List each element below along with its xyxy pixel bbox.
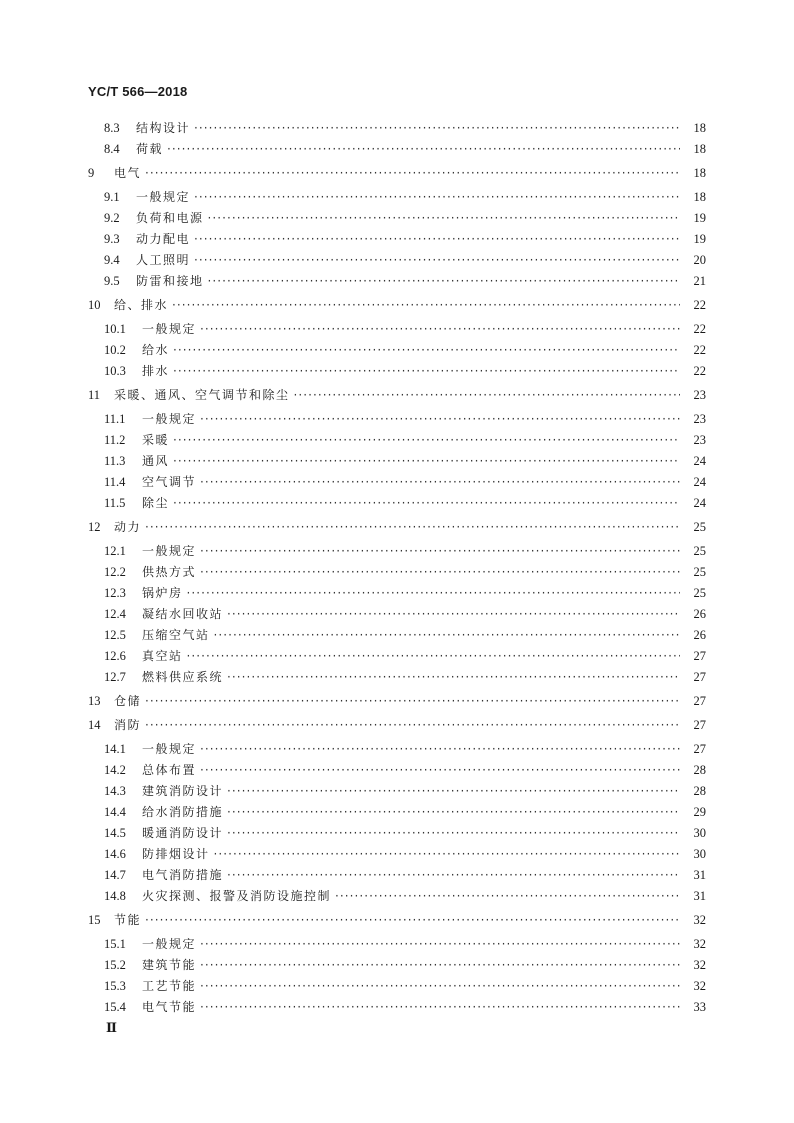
toc-entry-page: 18: [693, 142, 706, 156]
toc-dot-leader: [200, 410, 680, 428]
toc-entry-page: 24: [693, 454, 706, 468]
toc-entry-title: 采暖: [142, 433, 170, 447]
toc-section-entry[interactable]: [104, 494, 706, 512]
toc-dot-leader: [200, 998, 680, 1016]
toc-entry-page: 32: [693, 979, 706, 993]
toc-entry-page: 25: [693, 586, 706, 600]
toc-entry-title: 负荷和电源: [136, 211, 204, 225]
toc-entry-number: 8.4: [104, 142, 120, 156]
toc-entry-title: 锅炉房: [142, 586, 183, 600]
toc-entry-title: 一般规定: [142, 937, 197, 951]
toc-entry-number: 11.5: [104, 496, 126, 510]
toc-entry-number: 11.4: [104, 475, 126, 489]
toc-entry-title: 一般规定: [142, 412, 197, 426]
toc-entry-title: 供热方式: [142, 565, 197, 579]
toc-entry-number: 9: [88, 166, 95, 180]
toc-entry-number: 10.1: [104, 322, 126, 336]
toc-entry-page: 18: [693, 121, 706, 135]
toc-entry-number: 12.7: [104, 670, 126, 684]
document-code: YC/T 566—2018: [88, 84, 188, 99]
toc-section-entry[interactable]: [104, 410, 706, 428]
toc-entry-number: 12.5: [104, 628, 126, 642]
toc-section-entry[interactable]: [104, 473, 706, 491]
toc-dot-leader: [208, 209, 680, 227]
toc-dot-leader: [173, 341, 680, 359]
toc-entry-number: 15.1: [104, 937, 126, 951]
toc-entry-page: 30: [693, 847, 706, 861]
toc-dot-leader: [173, 362, 680, 380]
toc-section-entry[interactable]: [104, 668, 706, 686]
toc-dot-leader: [200, 935, 680, 953]
toc-section-entry[interactable]: [104, 887, 706, 905]
toc-entry-page: 27: [693, 694, 706, 708]
toc-section-entry[interactable]: [104, 956, 706, 974]
toc-dot-leader: [200, 542, 680, 560]
toc-entry-number: 12.1: [104, 544, 126, 558]
toc-entry-number: 9.2: [104, 211, 120, 225]
toc-entry-page: 22: [693, 343, 706, 357]
toc-entry-page: 27: [693, 649, 706, 663]
toc-entry-title: 给、排水: [114, 298, 169, 312]
toc-entry-number: 14.3: [104, 784, 126, 798]
toc-section-entry[interactable]: [104, 998, 706, 1016]
toc-entry-title: 采暖、通风、空气调节和除尘: [114, 388, 290, 402]
toc-dot-leader: [200, 320, 680, 338]
toc-entry-page: 27: [693, 670, 706, 684]
toc-entry-number: 14.1: [104, 742, 126, 756]
toc-entry-page: 31: [693, 868, 706, 882]
toc-chapter-entry[interactable]: [88, 386, 706, 404]
toc-chapter-entry[interactable]: [88, 164, 706, 182]
toc-entry-title: 动力: [114, 520, 142, 534]
toc-dot-leader: [227, 803, 680, 821]
toc-dot-leader: [172, 296, 680, 314]
toc-dot-leader: [200, 977, 680, 995]
toc-section-entry[interactable]: [104, 119, 706, 137]
toc-entry-page: 26: [693, 607, 706, 621]
toc-entry-title: 建筑节能: [142, 958, 197, 972]
toc-entry-number: 14.7: [104, 868, 126, 882]
toc-entry-title: 荷载: [136, 142, 164, 156]
toc-entry-number: 9.5: [104, 274, 120, 288]
toc-dot-leader: [187, 647, 680, 665]
toc-entry-number: 14.2: [104, 763, 126, 777]
toc-entry-title: 电气消防措施: [142, 868, 224, 882]
toc-section-entry[interactable]: [104, 782, 706, 800]
toc-entry-number: 9.1: [104, 190, 120, 204]
toc-entry-title: 防排烟设计: [142, 847, 210, 861]
toc-section-entry[interactable]: [104, 761, 706, 779]
toc-dot-leader: [200, 956, 680, 974]
toc-chapter-entry[interactable]: [88, 911, 706, 929]
toc-entry-page: 23: [693, 433, 706, 447]
toc-entry-title: 节能: [114, 913, 142, 927]
toc-entry-title: 给水: [142, 343, 170, 357]
toc-entry-title: 凝结水回收站: [142, 607, 224, 621]
toc-dot-leader: [200, 563, 680, 581]
toc-section-entry[interactable]: [104, 584, 706, 602]
toc-entry-page: 18: [693, 166, 706, 180]
toc-entry-title: 电气: [114, 166, 142, 180]
toc-section-entry[interactable]: [104, 272, 706, 290]
toc-section-entry[interactable]: [104, 647, 706, 665]
toc-entry-page: 28: [693, 763, 706, 777]
toc-entry-page: 32: [693, 913, 706, 927]
toc-dot-leader: [214, 626, 680, 644]
toc-entry-title: 建筑消防设计: [142, 784, 224, 798]
toc-entry-page: 31: [693, 889, 706, 903]
toc-entry-title: 暖通消防设计: [142, 826, 224, 840]
toc-entry-number: 12.6: [104, 649, 126, 663]
toc-dot-leader: [208, 272, 680, 290]
toc-chapter-entry[interactable]: [88, 692, 706, 710]
toc-section-entry[interactable]: [104, 140, 706, 158]
toc-dot-leader: [145, 692, 680, 710]
toc-entry-title: 空气调节: [142, 475, 197, 489]
toc-dot-leader: [227, 782, 680, 800]
toc-dot-leader: [335, 887, 680, 905]
toc-section-entry[interactable]: [104, 542, 706, 560]
toc-entry-title: 压缩空气站: [142, 628, 210, 642]
toc-dot-leader: [214, 845, 680, 863]
toc-entry-title: 一般规定: [136, 190, 191, 204]
toc-dot-leader: [145, 518, 680, 536]
toc-entry-title: 总体布置: [142, 763, 197, 777]
toc-entry-title: 消防: [114, 718, 142, 732]
toc-entry-page: 22: [693, 298, 706, 312]
toc-dot-leader: [194, 251, 680, 269]
toc-entry-number: 11.1: [104, 412, 126, 426]
toc-entry-title: 电气节能: [142, 1000, 197, 1014]
toc-entry-number: 12: [88, 520, 101, 534]
toc-entry-number: 10.2: [104, 343, 126, 357]
toc-entry-number: 15.4: [104, 1000, 126, 1014]
toc-dot-leader: [194, 188, 680, 206]
toc-section-entry[interactable]: [104, 824, 706, 842]
toc-section-entry[interactable]: [104, 230, 706, 248]
toc-entry-number: 12.2: [104, 565, 126, 579]
toc-section-entry[interactable]: [104, 803, 706, 821]
page-number: Ⅱ: [106, 1020, 117, 1035]
toc-section-entry[interactable]: [104, 209, 706, 227]
toc-entry-number: 15.3: [104, 979, 126, 993]
toc-chapter-entry[interactable]: [88, 716, 706, 734]
toc-dot-leader: [145, 911, 680, 929]
toc-entry-number: 12.3: [104, 586, 126, 600]
toc-entry-title: 一般规定: [142, 322, 197, 336]
toc-dot-leader: [194, 119, 680, 137]
toc-section-entry[interactable]: [104, 320, 706, 338]
toc-section-entry[interactable]: [104, 866, 706, 884]
toc-dot-leader: [227, 605, 680, 623]
toc-entry-page: 23: [693, 388, 706, 402]
toc-entry-page: 19: [693, 232, 706, 246]
toc-entry-page: 32: [693, 958, 706, 972]
toc-section-entry[interactable]: [104, 626, 706, 644]
toc-entry-page: 28: [693, 784, 706, 798]
toc-entry-title: 通风: [142, 454, 170, 468]
toc-entry-page: 22: [693, 364, 706, 378]
toc-entry-page: 22: [693, 322, 706, 336]
toc-entry-number: 11.2: [104, 433, 126, 447]
toc-section-entry[interactable]: [104, 845, 706, 863]
toc-entry-page: 25: [693, 544, 706, 558]
toc-section-entry[interactable]: [104, 188, 706, 206]
toc-entry-title: 结构设计: [136, 121, 191, 135]
toc-dot-leader: [173, 452, 680, 470]
toc-entry-page: 25: [693, 520, 706, 534]
toc-dot-leader: [227, 668, 680, 686]
toc-entry-title: 除尘: [142, 496, 170, 510]
toc-entry-number: 14.8: [104, 889, 126, 903]
toc-entry-title: 防雷和接地: [136, 274, 204, 288]
toc-dot-leader: [227, 866, 680, 884]
toc-entry-page: 25: [693, 565, 706, 579]
toc-entry-page: 33: [693, 1000, 706, 1014]
toc-entry-page: 18: [693, 190, 706, 204]
toc-entry-title: 一般规定: [142, 742, 197, 756]
toc-entry-page: 21: [693, 274, 706, 288]
toc-entry-number: 15.2: [104, 958, 126, 972]
toc-entry-number: 11.3: [104, 454, 126, 468]
toc-section-entry[interactable]: [104, 563, 706, 581]
toc-dot-leader: [194, 230, 680, 248]
toc-section-entry[interactable]: [104, 431, 706, 449]
toc-section-entry[interactable]: [104, 977, 706, 995]
toc-entry-title: 动力配电: [136, 232, 191, 246]
toc-section-entry[interactable]: [104, 452, 706, 470]
toc-dot-leader: [294, 386, 680, 404]
toc-entry-number: 12.4: [104, 607, 126, 621]
toc-dot-leader: [187, 584, 680, 602]
toc-entry-number: 14.4: [104, 805, 126, 819]
toc-entry-number: 11: [88, 388, 101, 402]
toc-entry-title: 一般规定: [142, 544, 197, 558]
toc-entry-page: 23: [693, 412, 706, 426]
toc-entry-page: 27: [693, 718, 706, 732]
toc-entry-page: 24: [693, 496, 706, 510]
toc-entry-title: 人工照明: [136, 253, 191, 267]
toc-entry-number: 14.6: [104, 847, 126, 861]
toc-entry-page: 30: [693, 826, 706, 840]
toc-dot-leader: [200, 761, 680, 779]
toc-entry-page: 32: [693, 937, 706, 951]
toc-entry-number: 10.3: [104, 364, 126, 378]
toc-section-entry[interactable]: [104, 935, 706, 953]
toc-section-entry[interactable]: [104, 251, 706, 269]
toc-entry-number: 13: [88, 694, 101, 708]
toc-chapter-entry[interactable]: [88, 518, 706, 536]
toc-entry-page: 24: [693, 475, 706, 489]
toc-entry-title: 给水消防措施: [142, 805, 224, 819]
toc-entry-page: 19: [693, 211, 706, 225]
toc-section-entry[interactable]: [104, 362, 706, 380]
toc-section-entry[interactable]: [104, 740, 706, 758]
toc-dot-leader: [200, 740, 680, 758]
toc-dot-leader: [173, 431, 680, 449]
toc-entry-page: 27: [693, 742, 706, 756]
toc-dot-leader: [227, 824, 680, 842]
toc-section-entry[interactable]: [104, 341, 706, 359]
toc-entry-title: 仓储: [114, 694, 142, 708]
toc-dot-leader: [173, 494, 680, 512]
toc-dot-leader: [145, 164, 680, 182]
toc-entry-number: 9.4: [104, 253, 120, 267]
toc-chapter-entry[interactable]: [88, 296, 706, 314]
toc-entry-number: 10: [88, 298, 101, 312]
toc-entry-page: 29: [693, 805, 706, 819]
toc-section-entry[interactable]: [104, 605, 706, 623]
toc-entry-number: 9.3: [104, 232, 120, 246]
toc-entry-title: 排水: [142, 364, 170, 378]
toc-dot-leader: [200, 473, 680, 491]
toc-entry-number: 14: [88, 718, 101, 732]
toc-entry-title: 燃料供应系统: [142, 670, 224, 684]
toc-entry-title: 真空站: [142, 649, 183, 663]
toc-dot-leader: [145, 716, 680, 734]
toc-entry-title: 火灾探测、报警及消防设施控制: [142, 889, 332, 903]
toc-entry-page: 26: [693, 628, 706, 642]
toc-entry-number: 15: [88, 913, 101, 927]
toc-entry-page: 20: [693, 253, 706, 267]
toc-entry-title: 工艺节能: [142, 979, 197, 993]
toc-entry-number: 14.5: [104, 826, 126, 840]
toc-entry-number: 8.3: [104, 121, 120, 135]
toc-dot-leader: [167, 140, 680, 158]
